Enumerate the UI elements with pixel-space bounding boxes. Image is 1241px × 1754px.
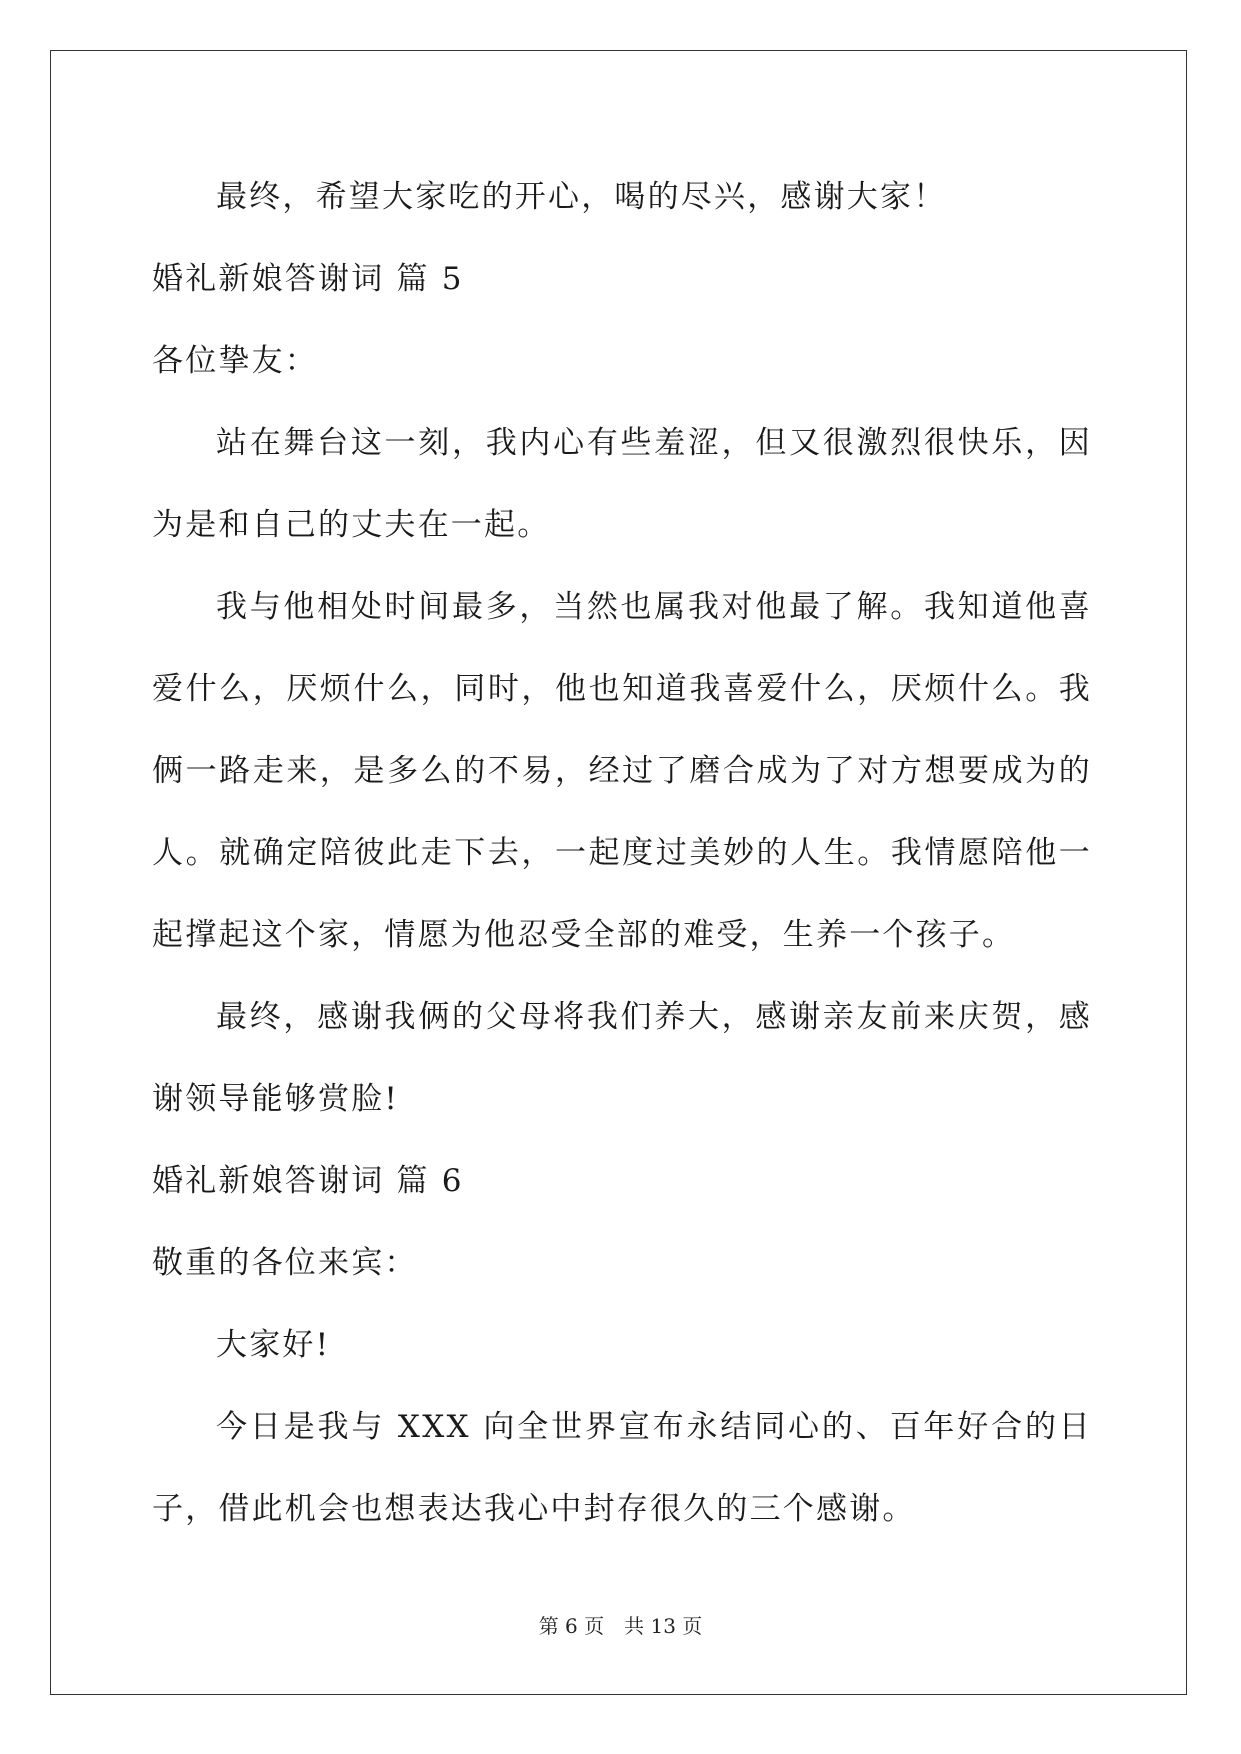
paragraph-thanks-parents: 最终，感谢我俩的父母将我们养大，感谢亲友前来庆贺，感谢领导能够赏脸!	[152, 999, 1092, 1117]
section-heading-6: 婚礼新娘答谢词 篇 6	[152, 1163, 464, 1199]
paragraph-understanding: 我与他相处时间最多，当然也属我对他最了解。我知道他喜爱什么，厌烦什么，同时，他也知道我喜爱什么，厌烦什么。我俩一路走来，是多么的不易，经过了磨合成为了对方想要成为的人。就确定陪彼此走下去，一起度过美妙的人生。我情愿陪他一起撑起这个家，情愿为他忍受全部的难受，生养一个孩子。	[152, 589, 1092, 953]
paragraph-on-stage: 站在舞台这一刻，我内心有些羞涩，但又很激烈很快乐，因为是和自己的丈夫在一起。	[152, 425, 1092, 543]
paragraph-announcement: 今日是我与 XXX 向全世界宣布永结同心的、百年好合的日子，借此机会也想表达我心中封存很久的三个感谢。	[152, 1409, 1092, 1527]
page-footer: 第 6 页 共 13 页	[538, 1614, 703, 1638]
salutation-guests: 敬重的各位来宾：	[152, 1245, 418, 1281]
salutation-friends: 各位挚友：	[152, 343, 318, 379]
paragraph-closing-thanks: 最终，希望大家吃的开心，喝的尽兴，感谢大家！	[216, 179, 947, 215]
greeting: 大家好!	[216, 1327, 331, 1363]
section-heading-5: 婚礼新娘答谢词 篇 5	[152, 261, 464, 297]
document-body	[152, 156, 1092, 1550]
